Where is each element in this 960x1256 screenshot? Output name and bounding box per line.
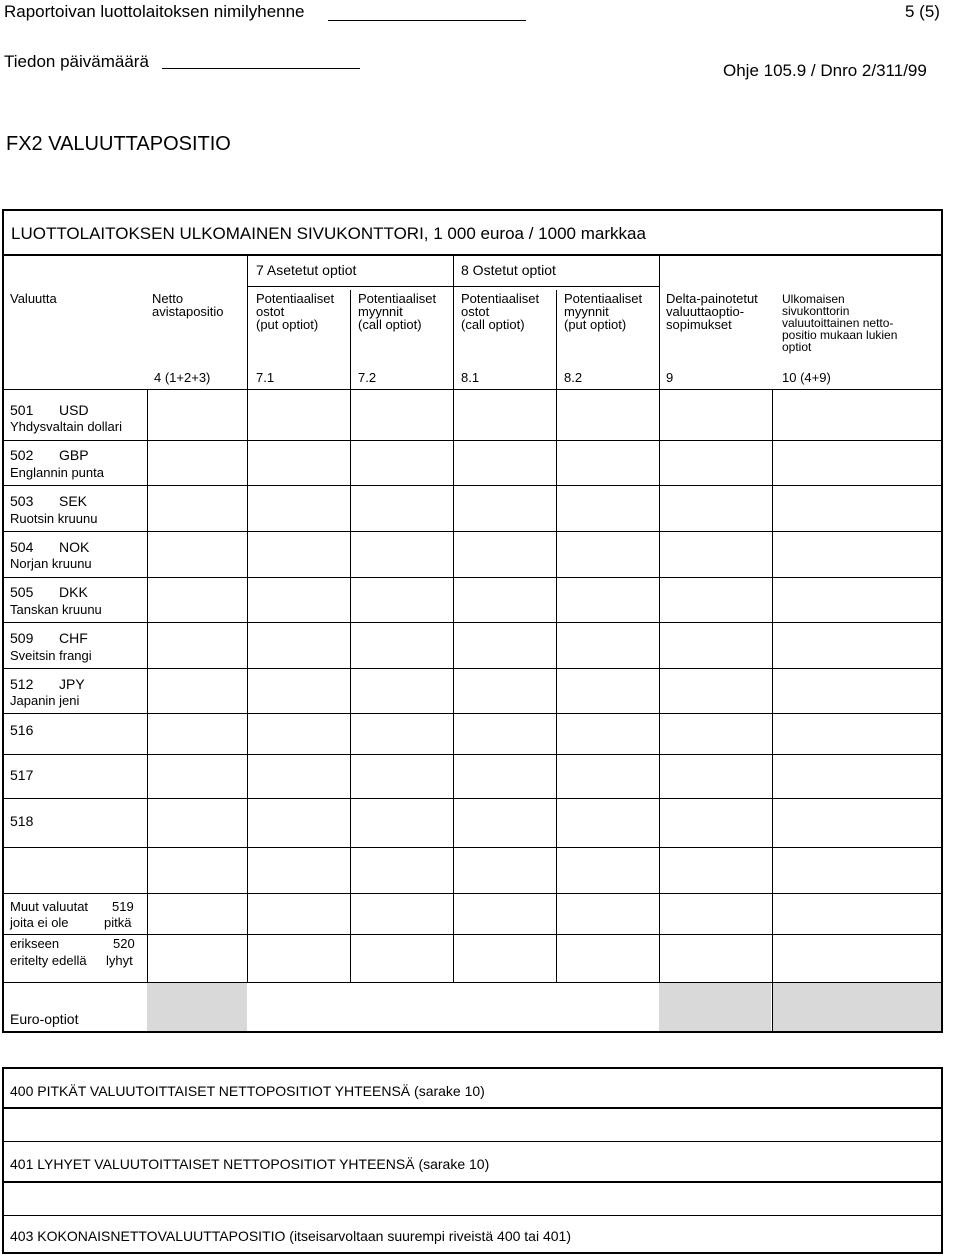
row-iso: SEK — [59, 493, 88, 509]
other-line-1: Muut valuutat — [10, 899, 89, 914]
shaded-cell-delta — [659, 983, 771, 1031]
row-line — [4, 798, 941, 799]
col-code-7-2: 7.2 — [358, 370, 377, 385]
col-code-delta: 9 — [666, 370, 674, 385]
section-title-box — [2, 209, 943, 256]
euro-options-label: Euro-optiot — [10, 1011, 79, 1027]
row-line — [4, 577, 941, 578]
group-header-divider — [247, 286, 659, 287]
summary-divider — [4, 1215, 941, 1216]
row-line — [4, 531, 941, 532]
summary-row-401: 401 LYHYET VALUUTOITTAISET NETTOPOSITIOT YHTEENSÄ (sarake 10) — [10, 1156, 490, 1172]
row-name: Norjan kruunu — [10, 556, 92, 571]
col-divider-5 — [556, 290, 557, 983]
summary-row-403: 403 KOKONAISNETTOVALUUTTAPOSITIO (itseisarvoltaan suurempi riveistä 400 tai 401) — [10, 1228, 571, 1244]
row-code: 509 — [10, 630, 34, 646]
row-line — [4, 934, 941, 935]
row-code: 516 — [10, 722, 34, 738]
col-header-7-1: Potentiaaliset ostot (put optiot) — [256, 291, 335, 332]
other-line-2: joita ei ole — [10, 915, 69, 930]
col-divider-6 — [659, 256, 660, 983]
col-divider-3 — [350, 290, 351, 983]
col-header-7-2: Potentiaaliset myynnit (call optiot) — [358, 291, 437, 332]
other-long-label: pitkä — [104, 915, 132, 930]
row-code: 503 — [10, 493, 34, 509]
col-header-delta: Delta-painotetut valuuttaoptio- sopimukset — [666, 291, 758, 332]
row-line — [4, 847, 941, 848]
row-name: Ruotsin kruunu — [10, 511, 98, 526]
row-code: 517 — [10, 767, 34, 783]
other-long-code: 519 — [112, 899, 134, 914]
row-code: 512 — [10, 676, 34, 692]
other-short-label: lyhyt — [106, 953, 133, 968]
header-bottom-line — [4, 389, 941, 390]
row-iso: DKK — [59, 584, 88, 600]
group-header-bought: 8 Ostetut optiot — [461, 262, 556, 278]
col-header-8-2: Potentiaaliset myynnit (put optiot) — [564, 291, 643, 332]
row-iso: USD — [59, 402, 89, 418]
row-code: 501 — [10, 402, 34, 418]
shaded-cell-netto — [147, 983, 247, 1031]
row-name: Tanskan kruunu — [10, 602, 102, 617]
institution-input-line[interactable] — [328, 20, 526, 21]
row-name: Sveitsin frangi — [10, 648, 92, 663]
institution-label: Raportoivan luottolaitoksen nimilyhenne — [4, 2, 305, 21]
date-input-line[interactable] — [162, 68, 360, 69]
row-code: 505 — [10, 584, 34, 600]
row-line — [4, 893, 941, 894]
summary-divider — [4, 1181, 941, 1183]
col-divider-2 — [247, 256, 248, 983]
col-divider-4 — [453, 256, 454, 983]
instruction-ref: Ohje 105.9 / Dnro 2/311/99 — [723, 61, 927, 80]
row-line — [4, 754, 941, 755]
col-header-currency: Valuutta — [10, 291, 57, 306]
row-line — [4, 982, 941, 983]
row-code: 518 — [10, 813, 34, 829]
col-header-position: Ulkomaisen sivukonttorin valuutoittainen netto- positio mukaan lukien optiot — [782, 292, 898, 354]
row-name: Japanin jeni — [10, 693, 80, 708]
other-short-code: 520 — [113, 936, 135, 951]
page-number: 5 (5) — [905, 2, 940, 21]
form-title: FX2 VALUUTTAPOSITIO — [6, 133, 231, 155]
col-header-netto: Netto avistapositio — [152, 291, 224, 319]
col-code-8-2: 8.2 — [564, 370, 583, 385]
row-name: Yhdysvaltain dollari — [10, 419, 123, 434]
summary-row-400: 400 PITKÄT VALUUTOITTAISET NETTOPOSITIOT YHTEENSÄ (sarake 10) — [10, 1083, 485, 1099]
row-line — [4, 668, 941, 669]
col-code-7-1: 7.1 — [256, 370, 275, 385]
row-iso: CHF — [59, 630, 88, 646]
row-line — [4, 622, 941, 623]
row-iso: NOK — [59, 539, 90, 555]
other-line-4: eritelty edellä — [10, 953, 87, 968]
group-header-written: 7 Asetetut optiot — [256, 262, 357, 278]
col-code-netto: 4 (1+2+3) — [154, 370, 211, 385]
row-line — [4, 485, 941, 486]
col-code-position: 10 (4+9) — [782, 370, 831, 385]
row-iso: GBP — [59, 447, 89, 463]
row-name: Englannin punta — [10, 465, 104, 480]
other-line-3: erikseen — [10, 936, 60, 951]
summary-divider — [4, 1107, 941, 1109]
date-label: Tiedon päivämäärä — [4, 52, 149, 71]
summary-divider — [4, 1141, 941, 1142]
row-code: 504 — [10, 539, 34, 555]
row-line — [4, 713, 941, 714]
section-title: LUOTTOLAITOKSEN ULKOMAINEN SIVUKONTTORI, 1 000 euroa / 1000 markkaa — [11, 224, 646, 243]
shaded-cell-position — [772, 983, 941, 1031]
col-code-8-1: 8.1 — [461, 370, 480, 385]
row-iso: JPY — [59, 676, 85, 692]
row-code: 502 — [10, 447, 34, 463]
col-header-8-1: Potentiaaliset ostot (call optiot) — [461, 291, 540, 332]
row-line — [4, 440, 941, 441]
